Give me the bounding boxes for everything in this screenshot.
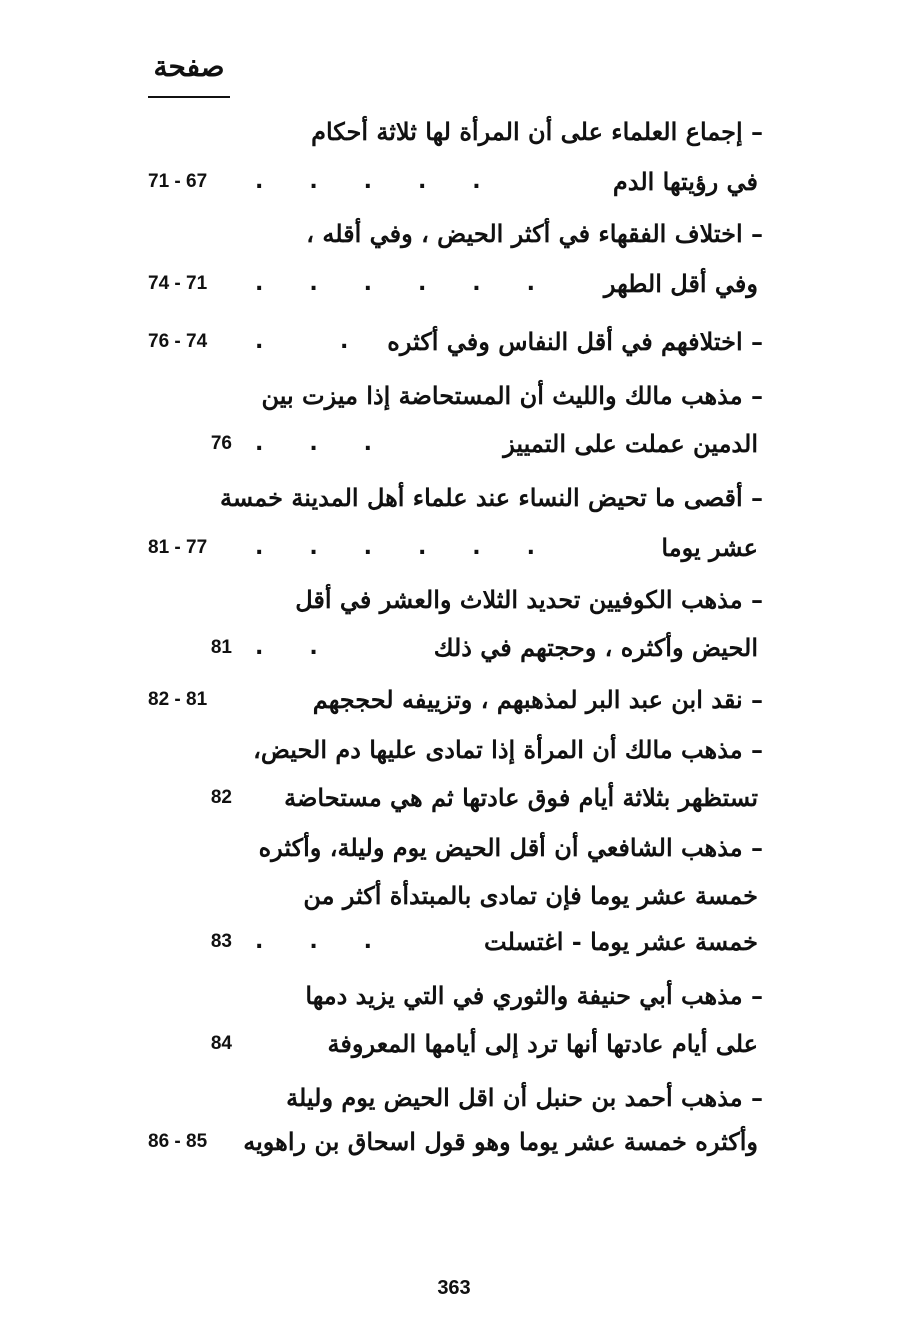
toc-entry-text: – مذهب الشافعي أن أقل الحيض يوم وليلة، وأكثره — [258, 833, 763, 862]
toc-entry-text: – مذهب مالك والليث أن المستحاضة إذا ميزت بين — [261, 381, 763, 410]
toc-entry-text: – اختلاف الفقهاء في أكثر الحيض ، وفي أقله ، — [306, 219, 763, 248]
toc-entry-line — [0, 778, 908, 818]
toc-entry-text: – مذهب أحمد بن حنبل أن اقل الحيض يوم وليلة — [286, 1083, 763, 1112]
toc-entry-text: – نقد ابن عبد البر لمذهبهم ، وتزييفه لحججهم — [312, 685, 763, 714]
toc-entry-line — [0, 580, 908, 620]
page-range: 76 — [210, 433, 232, 454]
leader-dots: . . . — [255, 431, 372, 456]
toc-entry-line — [0, 424, 908, 464]
leader-dots: . . . . . — [255, 169, 481, 194]
page-range: 71 - 67 — [148, 171, 208, 192]
toc-entry-text: – اختلافهم في أقل النفاس وفي أكثره — [387, 327, 763, 356]
toc-entry-line — [0, 264, 908, 304]
toc-entry-line — [0, 112, 908, 152]
toc-entry-text: – أقصى ما تحيض النساء عند علماء أهل المدينة خمسة — [220, 483, 763, 512]
toc-entry-line — [0, 1024, 908, 1064]
column-label-underline — [148, 96, 230, 98]
toc-entry-line — [0, 528, 908, 568]
toc-entry-text: – مذهب أبي حنيفة والثوري في التي يزيد دمها — [305, 981, 763, 1010]
toc-entry-text: خمسة عشر يوما - اغتسلت — [484, 927, 758, 956]
toc-entry-line — [0, 214, 908, 254]
page-range: 83 — [210, 931, 232, 952]
toc-entry-line — [0, 376, 908, 416]
leader-dots: . . — [255, 635, 318, 660]
page-range: 86 - 85 — [148, 1131, 208, 1152]
toc-entry-line — [0, 478, 908, 518]
toc-entry-line — [0, 1078, 908, 1118]
toc-entry-text: خمسة عشر يوما فإن تمادى بالمبتدأة أكثر من — [303, 881, 758, 910]
toc-entry-text: وفي أقل الطهر — [603, 269, 758, 298]
leader-dots: . . . . . . — [255, 535, 535, 560]
page-range: 82 - 81 — [148, 689, 208, 710]
toc-entry-text: الحيض وأكثره ، وحجتهم في ذلك — [433, 633, 758, 662]
toc-entry-line — [0, 322, 908, 362]
page-range: 81 — [210, 637, 232, 658]
toc-entry-text: الدمين عملت على التمييز — [503, 429, 758, 458]
toc-entry-line — [0, 628, 908, 668]
toc-entry-line — [0, 680, 908, 720]
page-column-label: صفحة — [153, 50, 225, 83]
page-range: 84 — [210, 1033, 232, 1054]
leader-dots: . . . — [255, 929, 372, 954]
toc-entry-line — [0, 876, 908, 916]
page-range: 82 — [210, 787, 232, 808]
toc-entry-text: – مذهب مالك أن المرأة إذا تمادى عليها دم الحيض، — [253, 735, 763, 764]
toc-entry-line — [0, 828, 908, 868]
toc-entry-line — [0, 162, 908, 202]
toc-entry-text: في رؤيتها الدم — [612, 167, 758, 196]
leader-dots: . . — [255, 329, 349, 354]
toc-entry-text: – مذهب الكوفيين تحديد الثلاث والعشر في أقل — [295, 585, 763, 614]
toc-entry-line — [0, 1122, 908, 1162]
toc-entry-text: عشر يوما — [661, 533, 758, 562]
toc-entry-line — [0, 922, 908, 962]
toc-entry-text: وأكثره خمسة عشر يوما وهو قول اسحاق بن راهويه — [243, 1127, 758, 1156]
toc-entry-line — [0, 976, 908, 1016]
page-range: 81 - 77 — [148, 537, 208, 558]
page-number: 363 — [437, 1277, 471, 1299]
page-range: 74 - 71 — [148, 273, 208, 294]
toc-entry-line — [0, 730, 908, 770]
page-range: 76 - 74 — [148, 331, 208, 352]
toc-entry-text: على أيام عادتها أنها ترد إلى أيامها المعروفة — [327, 1029, 758, 1058]
toc-entry-text: – إجماع العلماء على أن المرأة لها ثلاثة أحكام — [311, 117, 763, 146]
leader-dots: . . . . . . — [255, 271, 535, 296]
toc-entry-text: تستظهر بثلاثة أيام فوق عادتها ثم هي مستحاضة — [284, 783, 758, 812]
